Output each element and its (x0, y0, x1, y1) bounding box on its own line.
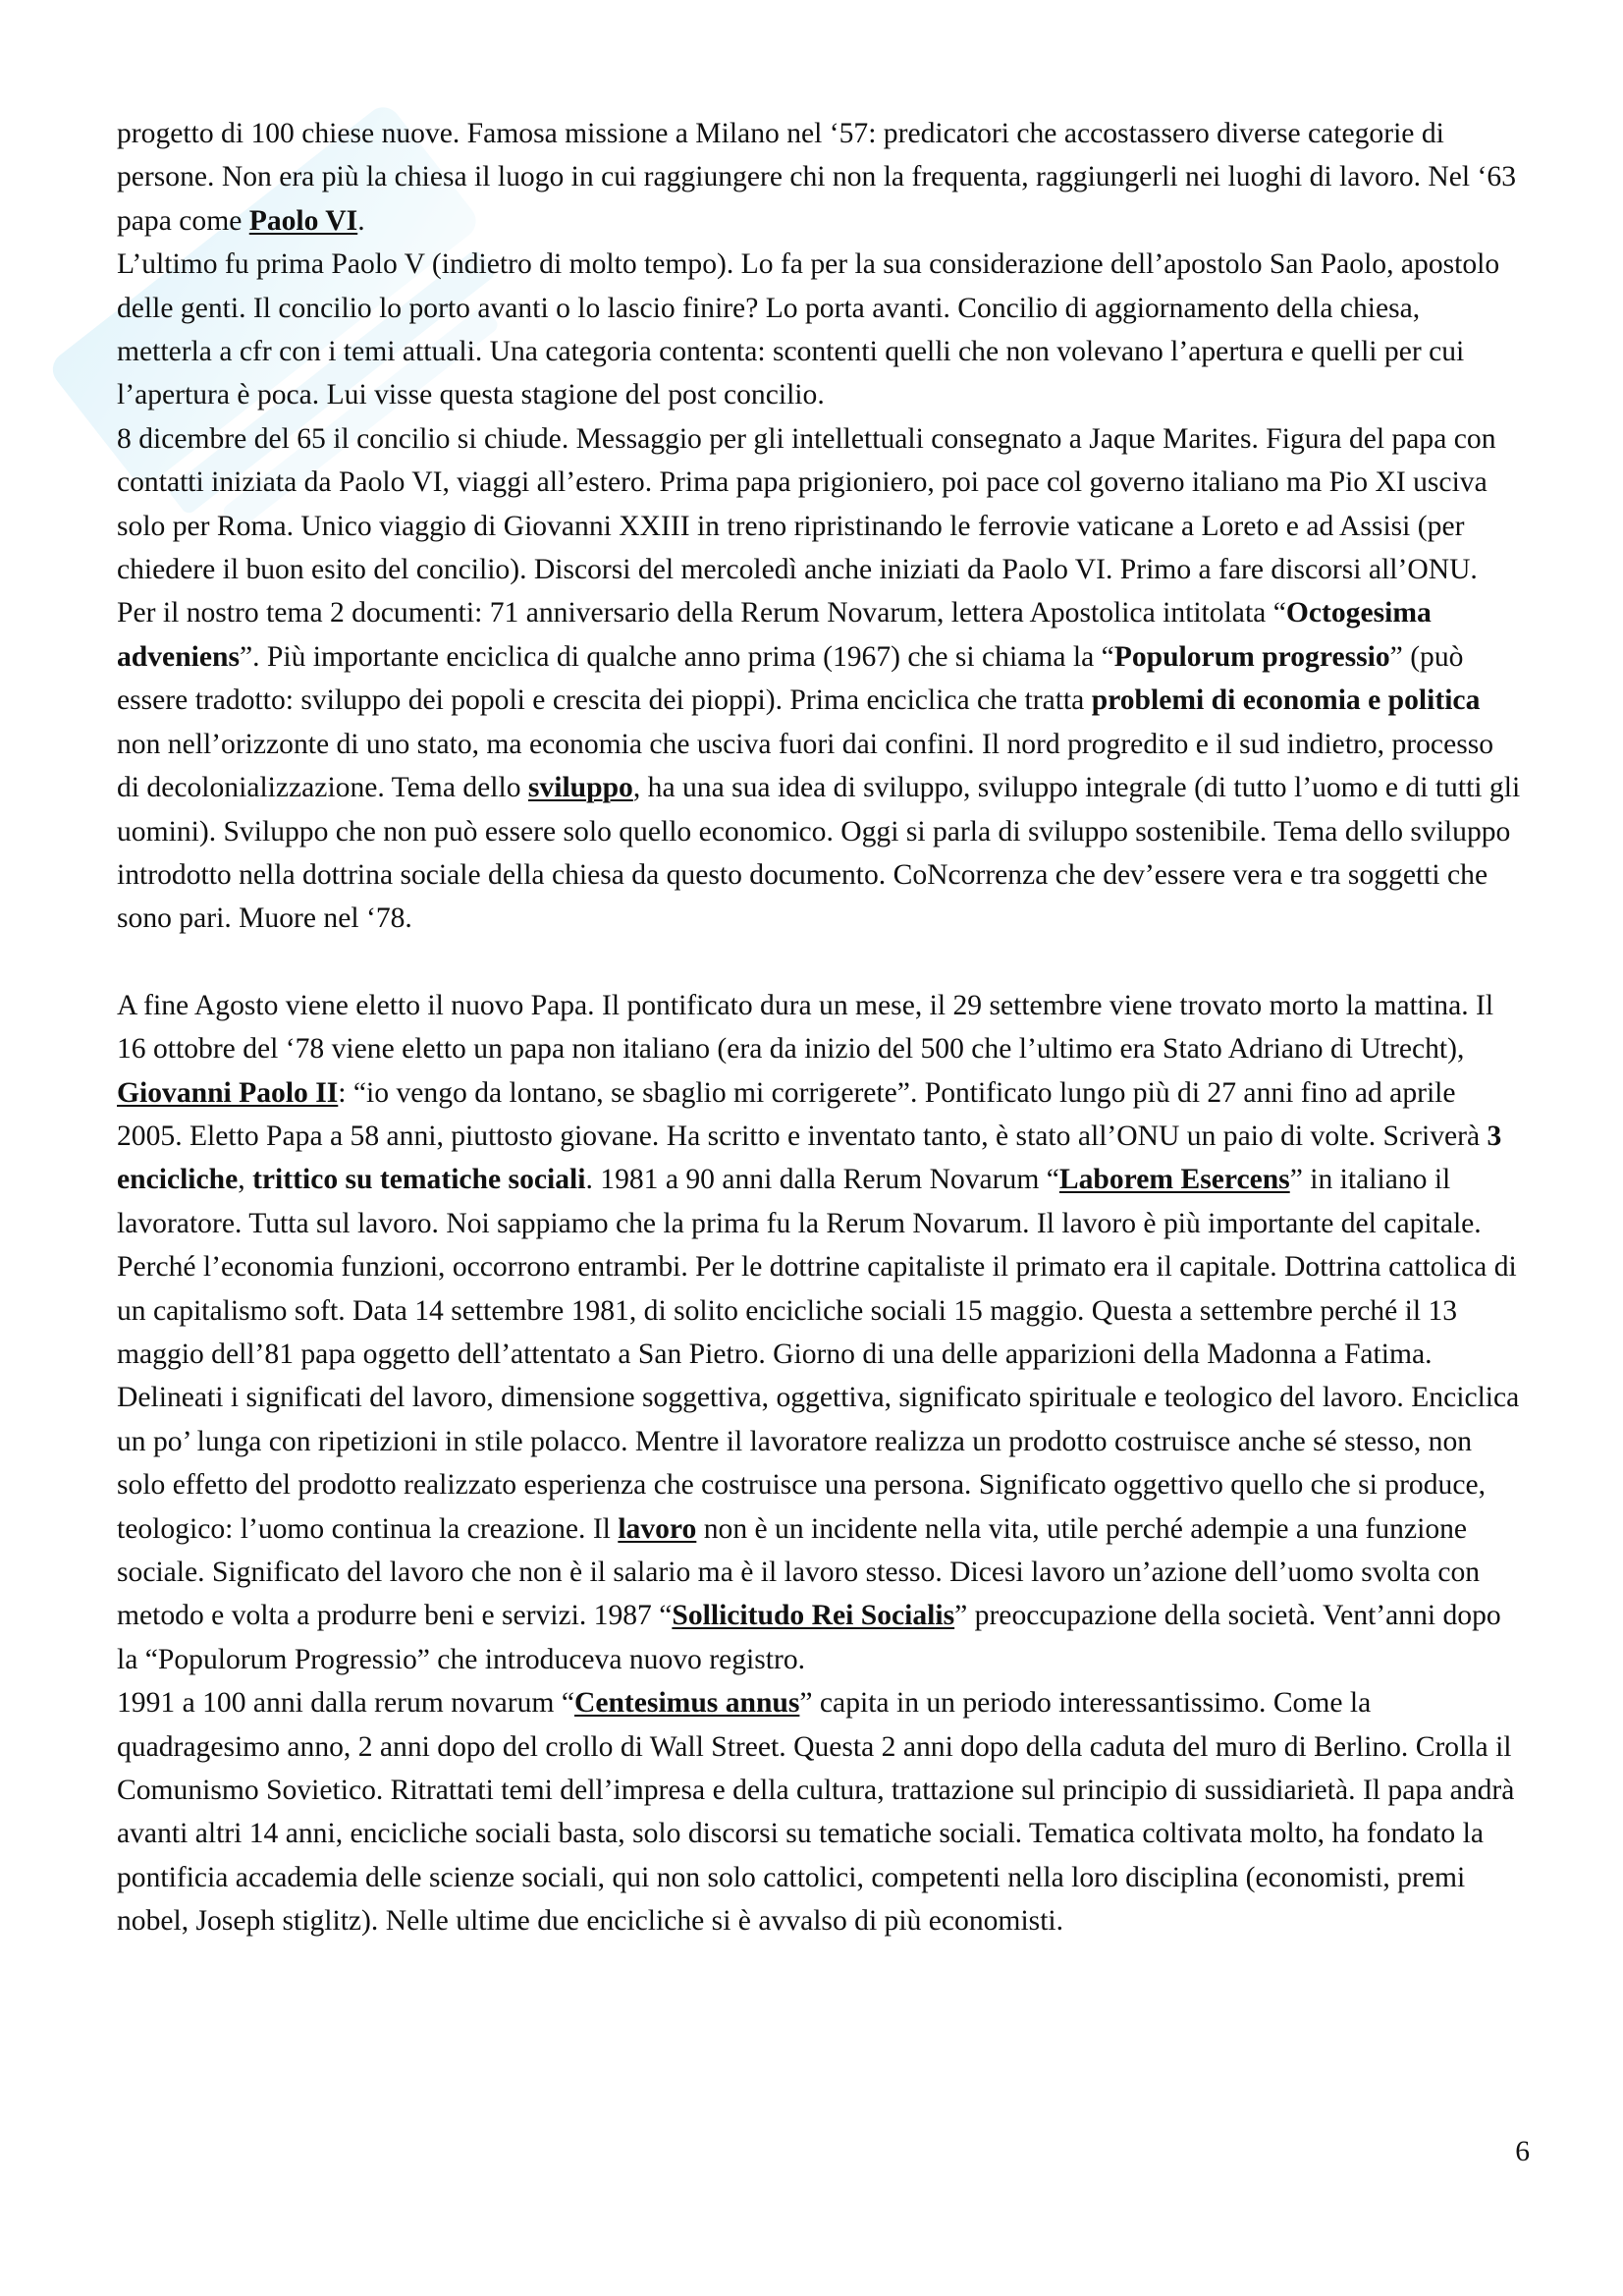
text-run: 1991 a 100 anni dalla rerum novarum “ (117, 1687, 574, 1720)
text-run: L’ultimo fu prima Paolo V (indietro di molto tempo). Lo fa per la sua considerazione dell’apostolo San Paolo, apostolo delle genti. Il concilio lo porto avanti o lo lascio finire? Lo porta avanti. Concilio di aggiornamento della chiesa, metterla a cfr con i temi attuali. Una categoria contenta: scontenti quelli che non volevano l’apertura e quelli per cui l’apertura è poca. Lui visse questa stagione del post concilio. (117, 248, 1500, 411)
emphasized-term: Sollicitudo Rei Socialis (672, 1600, 955, 1632)
page-number: 6 (1515, 2136, 1530, 2167)
emphasized-term: Populorum progressio (1113, 640, 1390, 673)
document-body (117, 112, 1521, 1943)
paragraph (117, 984, 1521, 1682)
text-run: ” preoccupazione della società. Vent’anni dopo la “Populorum Progressio” che introduceva nuovo registro. (117, 1600, 1501, 1675)
paragraph (117, 1681, 1521, 1942)
text-run: 8 dicembre del 65 il concilio si chiude. Messaggio per gli intellettuali consegnato a Jaque Marites. Figura del papa con contatti iniziata da Paolo VI, viaggi all’estero. Prima papa prigioniero, poi pace col governo italiano ma Pio XI usciva solo per Roma. Unico viaggio di Giovanni XXIII in treno ripristinando le ferrovie vaticane a Loreto e ad Assisi (per chiedere il buon esito del concilio). Discorsi del mercoledì anche iniziati da Paolo VI. Primo a fare discorsi all’ONU. Per il nostro tema 2 documenti: 71 anniversario della Rerum Novarum, lettera Apostolica intitolata “ (117, 422, 1496, 629)
emphasized-term: sviluppo (527, 772, 633, 804)
paragraph (117, 243, 1521, 417)
text-run: ” (può essere tradotto: sviluppo dei popoli e crescita dei pioppi). Prima enciclica che tratta (117, 640, 1464, 717)
emphasized-term: trittico su tematiche sociali (252, 1164, 586, 1196)
text-run: . (357, 204, 365, 237)
paragraph-gap (117, 941, 1521, 984)
text-run: progetto di 100 chiese nuove. Famosa missione a Milano nel ‘57: predicatori che accostassero diverse categorie di persone. Non era più la chiesa il luogo in cui raggiungere chi non la frequenta, raggiungerli nei luoghi di lavoro. Nel ‘63 papa come (117, 118, 1516, 237)
paragraph (117, 112, 1521, 243)
text-run: ” capita in un periodo interessantissimo. Come la quadragesimo anno, 2 anni dopo del crollo di Wall Street. Questa 2 anni dopo della caduta del muro di Berlino. Crolla il Comunismo Sovietico. Ritrattati temi dell’impresa e della cultura, trattazione sul principio di sussidiarietà. Il papa andrà avanti altri 14 anni, encicliche sociali basta, solo discorsi su tematiche sociali. Tematica coltivata molto, ha fondato la pontificia accademia delle scienze sociali, qui non solo cattolici, competenti nella loro disciplina (economisti, premi nobel, Joseph stiglitz). Nelle ultime due encicliche si è avvalso di più economisti. (117, 1687, 1515, 1938)
text-run: : “io vengo da lontano, se sbaglio mi corrigerete”. Pontificato lungo più di 27 anni fino ad aprile 2005. Eletto Papa a 58 anni, piuttosto giovane. Ha scritto e inventato tanto, è stato all’ONU un paio di volte. Scriverà (117, 1076, 1488, 1152)
emphasized-term: 3 encicliche (117, 1120, 1502, 1196)
emphasized-term: problemi di economia e politica (1091, 684, 1481, 717)
text-run: . 1981 a 90 anni dalla Rerum Novarum “ (585, 1164, 1059, 1196)
paragraph (117, 417, 1521, 941)
text-run: ”. Più importante enciclica di qualche anno prima (1967) che si chiama la “ (239, 640, 1114, 673)
text-run: A fine Agosto viene eletto il nuovo Papa. Il pontificato dura un mese, il 29 settembre viene trovato morto la mattina. Il 16 ottobre del ‘78 viene eletto un papa non italiano (era da inizio del 500 che l’ultimo era Stato Adriano di Utrecht), (117, 989, 1494, 1066)
text-run: non nell’orizzonte di uno stato, ma economia che usciva fuori dai confini. Il nord progredito e il sud indietro, processo di decolonializzazione. Tema dello (117, 728, 1494, 804)
emphasized-term: Giovanni Paolo II (117, 1076, 339, 1109)
emphasized-term: Laborem Esercens (1058, 1164, 1290, 1196)
emphasized-term: Centesimus annus (573, 1687, 800, 1720)
text-run: , ha una sua idea di sviluppo, sviluppo integrale (di tutto l’uomo e di tutti gli uomini). Sviluppo che non può essere solo quello economico. Oggi si parla di sviluppo sostenibile. Tema dello sviluppo introdotto nella dottrina sociale della chiesa da questo documento. CoNcorrenza che dev’essere vera e tra soggetti che sono pari. Muore nel ‘78. (117, 772, 1521, 935)
text-run: ” in italiano il lavoratore. Tutta sul lavoro. Noi sappiamo che la prima fu la Rerum Novarum. Il lavoro è più importante del capitale. Perché l’economia funzioni, occorrono entrambi. Per le dottrine capitaliste il primato era il capitale. Dottrina cattolica di un capitalismo soft. Data 14 settembre 1981, di solito encicliche sociali 15 maggio. Questa a settembre perché il 13 maggio dell’81 papa oggetto dell’attentato a San Pietro. Giorno di una delle apparizioni della Madonna a Fatima. Delineati i significati del lavoro, dimensione soggettiva, oggettiva, significato spirituale e teologico del lavoro. Enciclica un po’ lunga con ripetizioni in stile polacco. Mentre il lavoratore realizza un prodotto costruisce anche sé stesso, non solo effetto del prodotto realizzato esperienza che costruisce una persona. Significato oggettivo quello che si produce, teologico: l’uomo continua la creazione. Il (117, 1164, 1520, 1545)
text-run: non è un incidente nella vita, utile perché adempie a una funzione sociale. Significato del lavoro che non è il salario ma è il lavoro stesso. Dicesi lavoro un’azione dell’uomo svolta con metodo e volta a produrre beni e servizi. 1987 “ (117, 1512, 1481, 1632)
emphasized-term: Paolo VI (248, 204, 358, 237)
emphasized-term: lavoro (618, 1512, 697, 1545)
text-run: , (238, 1164, 253, 1196)
emphasized-term: Octogesima adveniens (117, 597, 1432, 673)
